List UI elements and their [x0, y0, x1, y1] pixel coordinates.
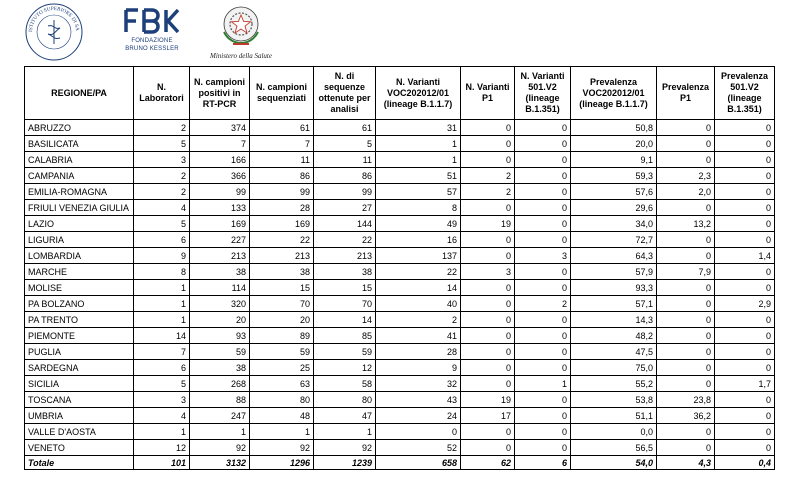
value-cell: 0: [515, 280, 571, 296]
total-cell: 1239: [314, 456, 376, 470]
value-cell: 22: [250, 232, 314, 248]
table-row: [25, 168, 775, 184]
value-cell: 0: [461, 424, 515, 440]
region-cell: LAZIO: [25, 216, 134, 232]
value-cell: 1: [190, 424, 250, 440]
region-cell: EMILIA-ROMAGNA: [25, 184, 134, 200]
value-cell: 0: [715, 264, 775, 280]
region-cell: PA TRENTO: [25, 312, 134, 328]
value-cell: 0: [515, 184, 571, 200]
value-cell: 0: [715, 136, 775, 152]
value-cell: 0: [515, 264, 571, 280]
value-cell: 9: [134, 248, 190, 264]
value-cell: 1: [515, 376, 571, 392]
total-cell: 54,0: [571, 456, 657, 470]
emblem-icon: [205, 2, 277, 52]
value-cell: 11: [314, 152, 376, 168]
header-cell: N. Varianti 501.V2 (lineage B.1.351): [515, 67, 571, 120]
ministero-text: Ministero della Salute: [210, 52, 272, 60]
value-cell: 166: [190, 152, 250, 168]
value-cell: 99: [250, 184, 314, 200]
value-cell: 5: [134, 136, 190, 152]
total-cell: 0,4: [715, 456, 775, 470]
value-cell: 0: [657, 328, 715, 344]
total-cell: 658: [376, 456, 461, 470]
value-cell: 6: [134, 360, 190, 376]
value-cell: 80: [314, 392, 376, 408]
value-cell: 38: [314, 264, 376, 280]
value-cell: 227: [190, 232, 250, 248]
value-cell: 0,0: [571, 424, 657, 440]
value-cell: 4: [134, 408, 190, 424]
value-cell: 19: [461, 216, 515, 232]
value-cell: 0: [461, 248, 515, 264]
value-cell: 0: [715, 392, 775, 408]
value-cell: 0: [657, 344, 715, 360]
value-cell: 0: [715, 408, 775, 424]
value-cell: 0: [715, 424, 775, 440]
value-cell: 0: [715, 168, 775, 184]
value-cell: 40: [376, 296, 461, 312]
value-cell: 38: [190, 360, 250, 376]
region-cell: UMBRIA: [25, 408, 134, 424]
table-body: [25, 120, 775, 456]
value-cell: 92: [190, 440, 250, 456]
value-cell: 9: [376, 360, 461, 376]
value-cell: 28: [376, 344, 461, 360]
value-cell: 14: [134, 328, 190, 344]
value-cell: 0: [515, 200, 571, 216]
fbk-line2: BRUNO KESSLER: [125, 46, 179, 52]
value-cell: 2: [515, 296, 571, 312]
table-row: [25, 280, 775, 296]
value-cell: 0: [515, 120, 571, 136]
value-cell: 23,8: [657, 392, 715, 408]
value-cell: 0: [461, 328, 515, 344]
value-cell: 72,7: [571, 232, 657, 248]
region-cell: PIEMONTE: [25, 328, 134, 344]
value-cell: 28: [250, 200, 314, 216]
value-cell: 85: [314, 328, 376, 344]
total-cell: 4,3: [657, 456, 715, 470]
value-cell: 14: [314, 312, 376, 328]
value-cell: 0: [715, 200, 775, 216]
variant-table: [24, 66, 775, 470]
value-cell: 8: [134, 264, 190, 280]
value-cell: 36,2: [657, 408, 715, 424]
value-cell: 0: [715, 120, 775, 136]
table-row: [25, 296, 775, 312]
value-cell: 5: [134, 216, 190, 232]
value-cell: 0: [715, 216, 775, 232]
value-cell: 0: [461, 136, 515, 152]
table-row: [25, 360, 775, 376]
table-row: [25, 328, 775, 344]
value-cell: 47,5: [571, 344, 657, 360]
value-cell: 0: [461, 360, 515, 376]
value-cell: 38: [250, 264, 314, 280]
value-cell: 1: [376, 136, 461, 152]
table-row: [25, 120, 775, 136]
value-cell: 88: [190, 392, 250, 408]
logo-bar: [0, 0, 800, 64]
table-row: [25, 200, 775, 216]
value-cell: 0: [461, 296, 515, 312]
svg-text:ISTITUTO SUPERIORE DI SANITÀ: ISTITUTO SUPERIORE DI SA: [27, 5, 81, 33]
value-cell: 0: [515, 136, 571, 152]
value-cell: 0: [515, 312, 571, 328]
value-cell: 41: [376, 328, 461, 344]
value-cell: 0: [515, 216, 571, 232]
value-cell: 50,8: [571, 120, 657, 136]
value-cell: 2,0: [657, 184, 715, 200]
value-cell: 0: [515, 344, 571, 360]
value-cell: 1: [134, 296, 190, 312]
table-row: [25, 152, 775, 168]
value-cell: 0: [657, 280, 715, 296]
value-cell: 0: [715, 232, 775, 248]
value-cell: 7: [250, 136, 314, 152]
value-cell: 0: [657, 312, 715, 328]
table-row: [25, 440, 775, 456]
value-cell: 38: [190, 264, 250, 280]
value-cell: 0: [515, 360, 571, 376]
region-cell: LOMBARDIA: [25, 248, 134, 264]
ministero-logo: [205, 2, 277, 64]
total-cell: 1296: [250, 456, 314, 470]
value-cell: 0: [461, 120, 515, 136]
value-cell: 70: [314, 296, 376, 312]
value-cell: 9,1: [571, 152, 657, 168]
value-cell: 0: [657, 376, 715, 392]
region-cell: ABRUZZO: [25, 120, 134, 136]
table-row: [25, 216, 775, 232]
value-cell: 2: [461, 168, 515, 184]
header-cell: N. Varianti P1: [461, 67, 515, 120]
value-cell: 247: [190, 408, 250, 424]
value-cell: 1: [134, 312, 190, 328]
value-cell: 20,0: [571, 136, 657, 152]
table-row: [25, 376, 775, 392]
value-cell: 48: [250, 408, 314, 424]
region-cell: MOLISE: [25, 280, 134, 296]
table-row: [25, 136, 775, 152]
value-cell: 2: [134, 168, 190, 184]
value-cell: 0: [461, 376, 515, 392]
region-cell: LIGURIA: [25, 232, 134, 248]
header-cell: Prevalenza VOC202012/01 (lineage B.1.1.7): [571, 67, 657, 120]
value-cell: 80: [250, 392, 314, 408]
value-cell: 169: [250, 216, 314, 232]
value-cell: 169: [190, 216, 250, 232]
value-cell: 320: [190, 296, 250, 312]
table-row: [25, 248, 775, 264]
value-cell: 57: [376, 184, 461, 200]
value-cell: 0: [461, 200, 515, 216]
value-cell: 59,3: [571, 168, 657, 184]
value-cell: 0: [657, 440, 715, 456]
value-cell: 64,3: [571, 248, 657, 264]
value-cell: 1: [376, 152, 461, 168]
value-cell: 0: [715, 344, 775, 360]
value-cell: 0: [461, 232, 515, 248]
value-cell: 34,0: [571, 216, 657, 232]
value-cell: 3: [461, 264, 515, 280]
value-cell: 43: [376, 392, 461, 408]
value-cell: 22: [376, 264, 461, 280]
value-cell: 61: [314, 120, 376, 136]
value-cell: 32: [376, 376, 461, 392]
header-cell: N. Varianti VOC202012/01 (lineage B.1.1.7): [376, 67, 461, 120]
value-cell: 1,4: [715, 248, 775, 264]
header-cell: N. campioni positivi in RT-PCR: [190, 67, 250, 120]
total-label: Totale: [25, 456, 134, 470]
value-cell: 4: [134, 200, 190, 216]
value-cell: 2,3: [657, 168, 715, 184]
value-cell: 0: [515, 408, 571, 424]
value-cell: 0: [657, 232, 715, 248]
total-cell: 6: [515, 456, 571, 470]
table-row: [25, 424, 775, 440]
value-cell: 15: [250, 280, 314, 296]
region-cell: VALLE D'AOSTA: [25, 424, 134, 440]
value-cell: 59: [190, 344, 250, 360]
region-cell: BASILICATA: [25, 136, 134, 152]
value-cell: 0: [515, 392, 571, 408]
value-cell: 0: [657, 200, 715, 216]
table-row: [25, 184, 775, 200]
region-cell: SICILIA: [25, 376, 134, 392]
value-cell: 47: [314, 408, 376, 424]
value-cell: 11: [250, 152, 314, 168]
value-cell: 0: [515, 168, 571, 184]
value-cell: 92: [314, 440, 376, 456]
value-cell: 17: [461, 408, 515, 424]
value-cell: 14,3: [571, 312, 657, 328]
fbk-logo: [112, 6, 192, 62]
total-cell: 101: [134, 456, 190, 470]
value-cell: 59: [250, 344, 314, 360]
region-cell: CAMPANIA: [25, 168, 134, 184]
region-cell: VENETO: [25, 440, 134, 456]
value-cell: 93,3: [571, 280, 657, 296]
value-cell: 57,9: [571, 264, 657, 280]
value-cell: 1,7: [715, 376, 775, 392]
header-cell: N. Laboratori: [134, 67, 190, 120]
value-cell: 0: [515, 232, 571, 248]
value-cell: 213: [190, 248, 250, 264]
value-cell: 22: [314, 232, 376, 248]
table-row: [25, 232, 775, 248]
header-row: [25, 67, 775, 120]
value-cell: 114: [190, 280, 250, 296]
region-cell: PA BOLZANO: [25, 296, 134, 312]
header-cell: N. di sequenze ottenute per analisi: [314, 67, 376, 120]
value-cell: 0: [657, 248, 715, 264]
value-cell: 56,5: [571, 440, 657, 456]
value-cell: 61: [250, 120, 314, 136]
value-cell: 0: [461, 280, 515, 296]
value-cell: 2: [134, 184, 190, 200]
value-cell: 0: [657, 360, 715, 376]
header-cell: N. campioni sequenziati: [250, 67, 314, 120]
value-cell: 63: [250, 376, 314, 392]
value-cell: 0: [461, 344, 515, 360]
value-cell: 7: [134, 344, 190, 360]
value-cell: 0: [461, 312, 515, 328]
value-cell: 3: [515, 248, 571, 264]
value-cell: 0: [715, 152, 775, 168]
value-cell: 1: [134, 424, 190, 440]
fbk-mark-icon: [112, 6, 192, 36]
total-row: [25, 456, 775, 470]
value-cell: 99: [314, 184, 376, 200]
value-cell: 0: [657, 136, 715, 152]
table-row: [25, 344, 775, 360]
value-cell: 0: [657, 296, 715, 312]
value-cell: 0: [715, 184, 775, 200]
value-cell: 49: [376, 216, 461, 232]
value-cell: 0: [461, 440, 515, 456]
region-cell: FRIULI VENEZIA GIULIA: [25, 200, 134, 216]
value-cell: 144: [314, 216, 376, 232]
value-cell: 2: [376, 312, 461, 328]
value-cell: 0: [515, 440, 571, 456]
value-cell: 93: [190, 328, 250, 344]
header-cell: REGIONE/PA: [25, 67, 134, 120]
value-cell: 57,6: [571, 184, 657, 200]
region-cell: MARCHE: [25, 264, 134, 280]
value-cell: 27: [314, 200, 376, 216]
value-cell: 366: [190, 168, 250, 184]
value-cell: 48,2: [571, 328, 657, 344]
value-cell: 15: [314, 280, 376, 296]
value-cell: 374: [190, 120, 250, 136]
value-cell: 7: [190, 136, 250, 152]
value-cell: 213: [250, 248, 314, 264]
value-cell: 20: [250, 312, 314, 328]
value-cell: 20: [190, 312, 250, 328]
value-cell: 8: [376, 200, 461, 216]
value-cell: 92: [250, 440, 314, 456]
value-cell: 16: [376, 232, 461, 248]
value-cell: 12: [134, 440, 190, 456]
value-cell: 0: [461, 152, 515, 168]
fbk-line1: FONDAZIONE: [131, 38, 173, 44]
table-row: [25, 408, 775, 424]
table-row: [25, 312, 775, 328]
value-cell: 59: [314, 344, 376, 360]
value-cell: 0: [657, 152, 715, 168]
value-cell: 2: [461, 184, 515, 200]
value-cell: 19: [461, 392, 515, 408]
value-cell: 0: [715, 360, 775, 376]
value-cell: 0: [715, 280, 775, 296]
value-cell: 2,9: [715, 296, 775, 312]
value-cell: 213: [314, 248, 376, 264]
value-cell: 58: [314, 376, 376, 392]
value-cell: 1: [250, 424, 314, 440]
region-cell: SARDEGNA: [25, 360, 134, 376]
total-cell: 62: [461, 456, 515, 470]
value-cell: 5: [314, 136, 376, 152]
iss-seal-logo: [24, 2, 84, 62]
header-cell: Prevalenza P1: [657, 67, 715, 120]
header-cell: Prevalenza 501.V2 (lineage B.1.351): [715, 67, 775, 120]
value-cell: 12: [314, 360, 376, 376]
value-cell: 0: [715, 312, 775, 328]
value-cell: 57,1: [571, 296, 657, 312]
value-cell: 0: [515, 152, 571, 168]
value-cell: 0: [657, 424, 715, 440]
value-cell: 13,2: [657, 216, 715, 232]
region-cell: CALABRIA: [25, 152, 134, 168]
value-cell: 55,2: [571, 376, 657, 392]
value-cell: 53,8: [571, 392, 657, 408]
value-cell: 133: [190, 200, 250, 216]
table-row: [25, 264, 775, 280]
value-cell: 86: [250, 168, 314, 184]
value-cell: 7,9: [657, 264, 715, 280]
table-row: [25, 392, 775, 408]
value-cell: 0: [515, 328, 571, 344]
value-cell: 6: [134, 232, 190, 248]
value-cell: 1: [134, 280, 190, 296]
value-cell: 24: [376, 408, 461, 424]
value-cell: 29,6: [571, 200, 657, 216]
value-cell: 0: [376, 424, 461, 440]
value-cell: 0: [657, 120, 715, 136]
total-cell: 3132: [190, 456, 250, 470]
value-cell: 3: [134, 152, 190, 168]
value-cell: 14: [376, 280, 461, 296]
value-cell: 99: [190, 184, 250, 200]
value-cell: 89: [250, 328, 314, 344]
region-cell: PUGLIA: [25, 344, 134, 360]
value-cell: 137: [376, 248, 461, 264]
value-cell: 1: [314, 424, 376, 440]
value-cell: 51: [376, 168, 461, 184]
value-cell: 0: [715, 328, 775, 344]
value-cell: 52: [376, 440, 461, 456]
value-cell: 2: [134, 120, 190, 136]
value-cell: 0: [515, 424, 571, 440]
value-cell: 75,0: [571, 360, 657, 376]
value-cell: 51,1: [571, 408, 657, 424]
value-cell: 86: [314, 168, 376, 184]
value-cell: 31: [376, 120, 461, 136]
value-cell: 3: [134, 392, 190, 408]
value-cell: 70: [250, 296, 314, 312]
value-cell: 268: [190, 376, 250, 392]
region-cell: TOSCANA: [25, 392, 134, 408]
value-cell: 25: [250, 360, 314, 376]
value-cell: 5: [134, 376, 190, 392]
value-cell: 0: [715, 440, 775, 456]
